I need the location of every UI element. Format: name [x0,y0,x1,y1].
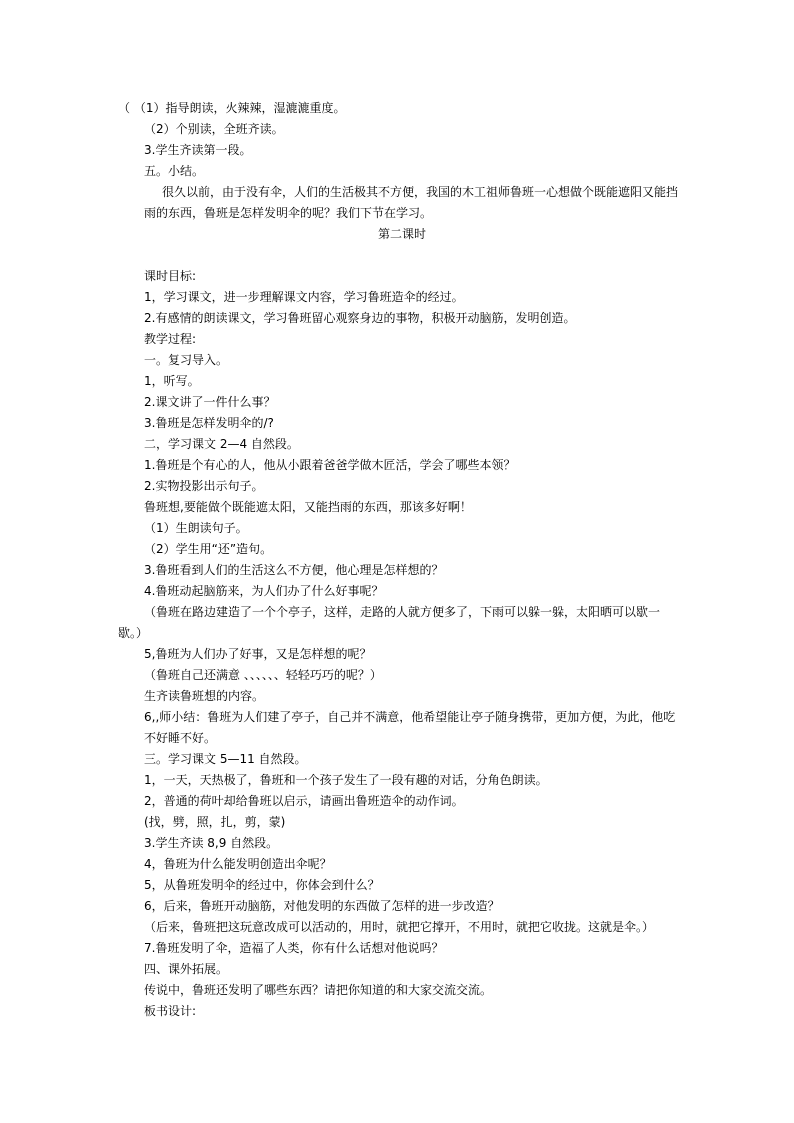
text-line: （2）学生用“还”造句。 [144,542,273,556]
text-line: （1）生朗读句子。 [144,521,248,535]
text-line: 3.鲁班是怎样发明伞的/? [144,416,274,430]
text-line: 6，后来，鲁班开动脑筋，对他发明的东西做了怎样的进一步改造？ [144,899,500,913]
text-line: 5，从鲁班发明伞的经过中，你体会到什么？ [144,878,380,892]
text-line: 传说中，鲁班还发明了哪些东西？请把你知道的和大家交流交流。 [144,983,493,997]
text-line: 生齐读鲁班想的内容。 [144,689,265,703]
text-line: 一。复习导入。 [144,353,229,367]
text-line: 不好睡不好。 [144,731,217,745]
text-line: 1，学习课文，进一步理解课文内容，学习鲁班造伞的经过。 [144,290,464,304]
text-line: 1，听写。 [144,374,200,388]
text-line: 课时目标: [144,269,197,283]
text-line: 5,鲁班为人们办了好事，又是怎样想的呢？ [144,647,372,661]
text-line: 3.学生齐读第一段。 [144,143,252,157]
text-line: 1，一天，天热极了，鲁班和一个孩子发生了一段有趣的对话，分角色朗读。 [144,773,548,787]
text-line: 6,,师小结：鲁班为人们建了亭子，自己并不满意，他希望能让亭子随身携带，更加方便，为此，他吃 [144,710,676,724]
text-line: 2.课文讲了一件什么事？ [144,395,276,409]
text-line: 2.实物投影出示句子。 [144,479,264,493]
text-line: 4.鲁班动起脑筋来，为人们办了什么好事呢？ [144,584,384,598]
text-line: 二，学习课文 2—4 自然段。 [144,437,299,451]
text-line: （后来，鲁班把这玩意改成可以活动的，用时，就把它撑开，不用时，就把它收拢。这就是伞。） [144,920,655,934]
text-line: (找，劈，照，扎，剪，蒙) [144,815,286,829]
text-line: 3.鲁班看到人们的生活这么不方便，他心理是怎样想的？ [144,563,444,577]
text-line: 2.有感情的朗读课文，学习鲁班留心观察身边的事物，积极开动脑筋，发明创造。 [144,311,576,325]
text-line: 1.鲁班是个有心的人，他从小跟着爸爸学做木匠活，学会了哪些本领？ [144,458,516,472]
text-line: （鲁班自己还满意 、、、、、、轻轻巧巧的呢？） [144,668,382,682]
text-line: 雨的东西，鲁班是怎样发明伞的呢？我们下节在学习。 [144,206,433,220]
text-line: 教学过程: [144,332,197,346]
text-line: 板书设计: [144,1004,197,1018]
text-line: 3.学生齐读 8,9 自然段。 [144,836,279,850]
text-line: 4，鲁班为什么能发明创造出伞呢？ [144,857,332,871]
text-line: 三。学习课文 5—11 自然段。 [144,752,307,766]
text-line: （ （1）指导朗读，火辣辣，湿漉漉重度。 [118,101,346,115]
text-line: 四、课外拓展。 [144,962,229,976]
text-line: 歇。） [118,626,149,640]
text-line: 很久以前，由于没有伞，人们的生活极其不方便，我国的木工祖师鲁班一心想做个既能遮阳又能挡 [162,185,679,199]
text-line: 五。小结。 [144,164,205,178]
lesson-heading: 第二课时 [378,227,427,241]
text-line: （2）个别读，全班齐读。 [144,122,284,136]
text-line: （鲁班在路边建造了一个个亭子，这样，走路的人就方便多了，下雨可以躲一躲，太阳晒可以歇一 [144,605,661,619]
text-line: 7.鲁班发明了伞，造福了人类，你有什么话想对他说吗？ [144,941,444,955]
text-line: 2，普通的荷叶却给鲁班以启示，请画出鲁班造伞的动作词。 [144,794,464,808]
text-line: 鲁班想,要能做个既能遮太阳，又能挡雨的东西，那该多好啊！ [144,500,472,514]
